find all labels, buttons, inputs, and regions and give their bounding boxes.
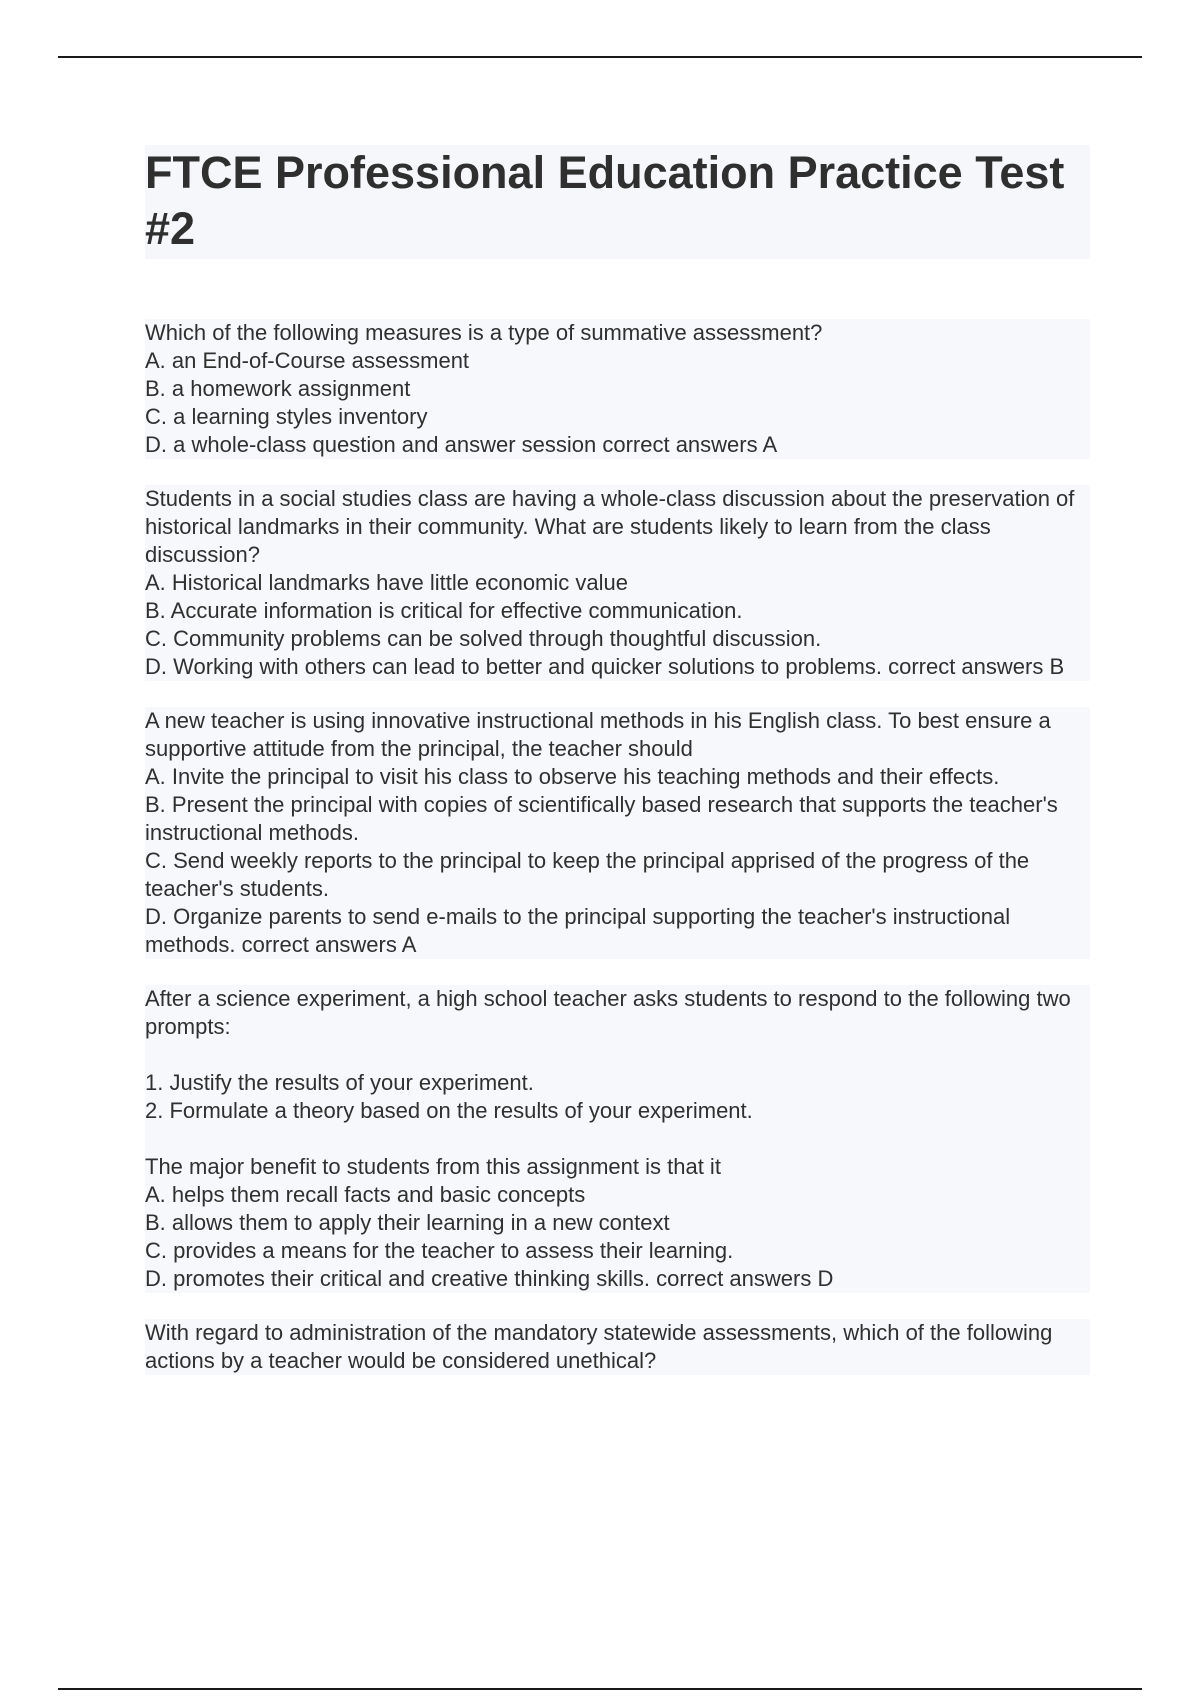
- question-3-option-d: D. Organize parents to send e-mails to the principal supporting the teacher's instructional methods. correct answers A: [145, 904, 1011, 957]
- spacer: [145, 1041, 1090, 1069]
- question-4-intro: After a science experiment, a high school teacher asks students to respond to the following two prompts:: [145, 986, 1071, 1039]
- question-3-option-a: A. Invite the principal to visit his class to observe his teaching methods and their effects.: [145, 764, 1000, 789]
- title-box: [145, 145, 1090, 259]
- question-2: [145, 485, 1090, 681]
- question-5-stem: With regard to administration of the mandatory statewide assessments, which of the following actions by a teacher would be considered unethical?: [145, 1320, 1053, 1373]
- question-2-option-b: B. Accurate information is critical for effective communication.: [145, 598, 743, 623]
- page-title: FTCE Professional Education Practice Test #2: [145, 147, 1065, 254]
- question-1-stem: Which of the following measures is a type of summative assessment?: [145, 320, 823, 345]
- spacer: [145, 1125, 1090, 1153]
- question-2-stem: Students in a social studies class are having a whole-class discussion about the preservation of historical landmarks in their community. What are students likely to learn from the class discussion?: [145, 486, 1075, 567]
- question-4-option-d: D. promotes their critical and creative thinking skills. correct answers D: [145, 1266, 834, 1291]
- question-5: [145, 1319, 1090, 1375]
- question-1-option-c: C. a learning styles inventory: [145, 404, 428, 429]
- question-4-option-b: B. allows them to apply their learning in a new context: [145, 1210, 670, 1235]
- question-1-option-d: D. a whole-class question and answer session correct answers A: [145, 432, 778, 457]
- question-4-stem: The major benefit to students from this assignment is that it: [145, 1154, 721, 1179]
- question-4-option-a: A. helps them recall facts and basic concepts: [145, 1182, 586, 1207]
- question-3-option-b: B. Present the principal with copies of scientifically based research that supports the teacher's instructional methods.: [145, 792, 1058, 845]
- question-1: [145, 319, 1090, 459]
- question-3-stem: A new teacher is using innovative instructional methods in his English class. To best ensure a supportive attitude from the principal, the teacher should: [145, 708, 1051, 761]
- document-body: [145, 145, 1090, 1401]
- question-3-option-c: C. Send weekly reports to the principal to keep the principal apprised of the progress of the teacher's students.: [145, 848, 1030, 901]
- question-2-option-a: A. Historical landmarks have little economic value: [145, 570, 628, 595]
- question-3: [145, 707, 1090, 959]
- question-1-option-b: B. a homework assignment: [145, 376, 411, 401]
- bottom-rule: [58, 1688, 1142, 1690]
- question-4-prompt-2: 2. Formulate a theory based on the results of your experiment.: [145, 1098, 753, 1123]
- question-1-option-a: A. an End-of-Course assessment: [145, 348, 470, 373]
- question-4: [145, 985, 1090, 1293]
- question-2-option-c: C. Community problems can be solved through thoughtful discussion.: [145, 626, 822, 651]
- top-rule: [58, 56, 1142, 58]
- question-2-option-d: D. Working with others can lead to better and quicker solutions to problems. correct answers B: [145, 654, 1065, 679]
- question-4-prompt-1: 1. Justify the results of your experiment.: [145, 1070, 534, 1095]
- question-4-option-c: C. provides a means for the teacher to assess their learning.: [145, 1238, 734, 1263]
